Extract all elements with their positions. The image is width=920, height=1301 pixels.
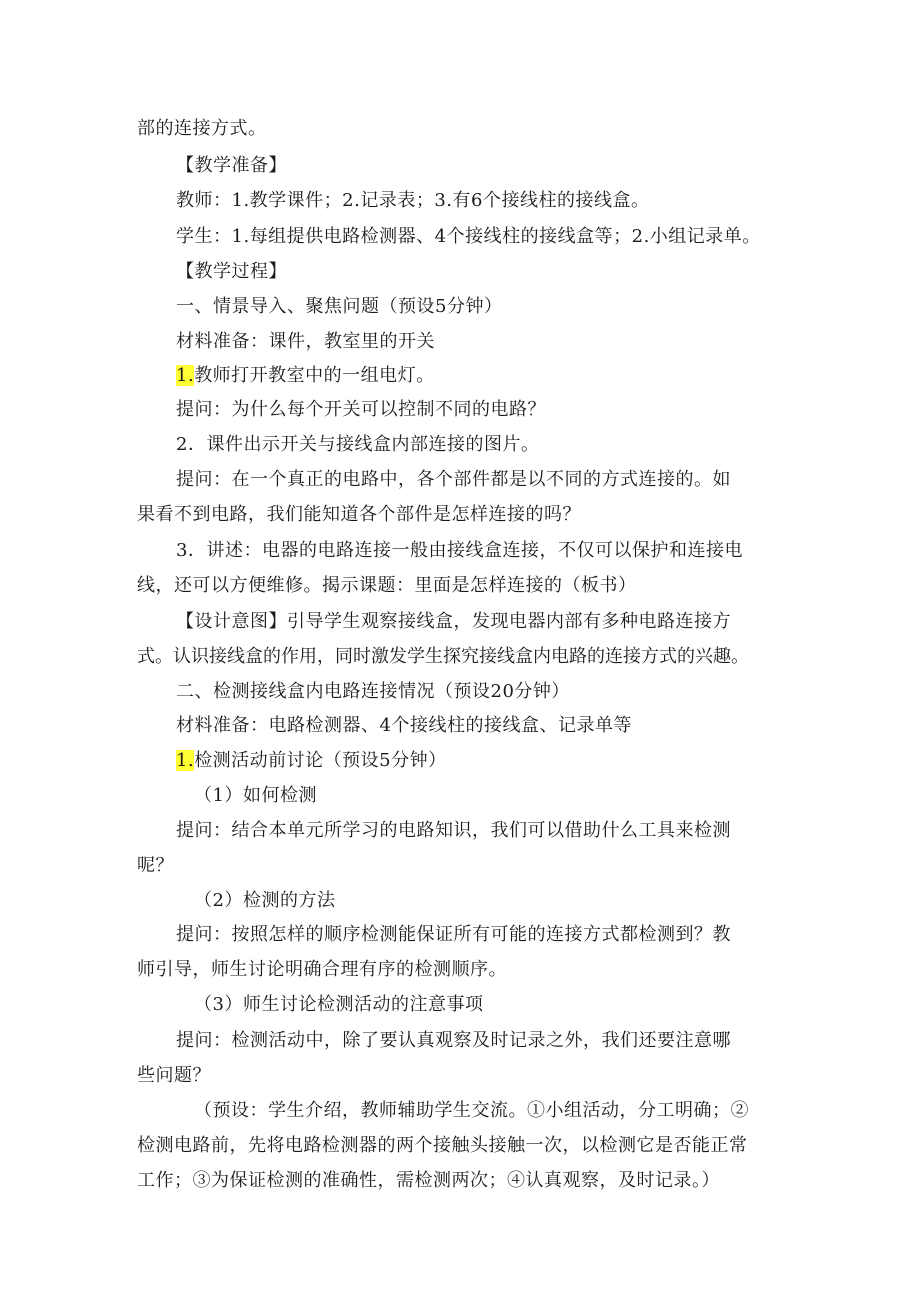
paragraph-line: 教师：1.教学课件；2.记录表；3.有6个接线柱的接线盒。 [176, 190, 650, 211]
paragraph-line: 提问：按照怎样的顺序检测能保证所有可能的连接方式都检测到？教 [176, 924, 731, 945]
subsection-heading: 二、检测接线盒内电路连接情况（预设20分钟） [176, 681, 570, 702]
paragraph-line: 提问：检测活动中，除了要认真观察及时记录之外，我们还要注意哪 [176, 1030, 731, 1051]
highlight-marker: 1. [176, 750, 195, 771]
paragraph-line: 线，还可以方便维修。揭示课题：里面是怎样连接的（板书） [137, 575, 637, 596]
list-item [176, 748, 447, 774]
paragraph-line: 果看不到电路，我们能知道各个部件是怎样连接的吗？ [137, 504, 581, 525]
highlight-marker: 1. [176, 365, 195, 386]
design-intent-line: 【设计意图】引导学生观察接线盒，发现电器内部有多种电路连接方 [176, 611, 731, 632]
paragraph-line: 呢？ [137, 855, 174, 876]
paragraph-line: 学生：1.每组提供电路检测器、4个接线柱的接线盒等；2.小组记录单。 [176, 226, 761, 247]
list-item: （2）检测的方法 [194, 890, 336, 911]
paragraph-line: 提问：在一个真正的电路中，各个部件都是以不同的方式连接的。如 [176, 469, 731, 490]
list-item-text: 检测活动前讨论（预设5分钟） [194, 750, 447, 771]
section-heading: 【教学过程】 [176, 261, 287, 282]
subsection-heading: 一、情景导入、聚焦问题（预设5分钟） [176, 296, 503, 317]
paragraph-line: 材料准备：课件，教室里的开关 [176, 331, 435, 352]
paragraph-line: 部的连接方式。 [137, 118, 267, 139]
list-item-text: 教师打开教室中的一组电灯。 [194, 365, 435, 386]
paragraph-line: 提问：为什么每个开关可以控制不同的电路？ [176, 399, 546, 420]
paragraph-line: （预设：学生介绍，教师辅助学生交流。①小组活动，分工明确；② [194, 1100, 749, 1121]
paragraph-line: 师引导，师生讨论明确合理有序的检测顺序。 [137, 959, 507, 980]
list-item: 3．讲述：电器的电路连接一般由接线盒连接，不仅可以保护和连接电 [176, 540, 743, 561]
section-heading: 【教学准备】 [176, 155, 287, 176]
paragraph-line: 检测电路前，先将电路检测器的两个接触头接触一次，以检测它是否能正常 [137, 1135, 748, 1156]
list-item [176, 363, 435, 389]
paragraph-line: 工作；③为保证检测的准确性，需检测两次；④认真观察，及时记录。） [137, 1170, 720, 1191]
paragraph-line: 些问题？ [137, 1065, 211, 1086]
list-item: （3）师生讨论检测活动的注意事项 [194, 994, 484, 1015]
list-item: （1）如何检测 [194, 785, 317, 806]
list-item: 2．课件出示开关与接线盒内部连接的图片。 [176, 434, 540, 455]
paragraph-line: 提问：结合本单元所学习的电路知识，我们可以借助什么工具来检测 [176, 820, 731, 841]
paragraph-line: 式。认识接线盒的作用，同时激发学生探究接线盒内电路的连接方式的兴趣。 [137, 646, 749, 667]
paragraph-line: 材料准备：电路检测器、4个接线柱的接线盒、记录单等 [176, 715, 632, 736]
